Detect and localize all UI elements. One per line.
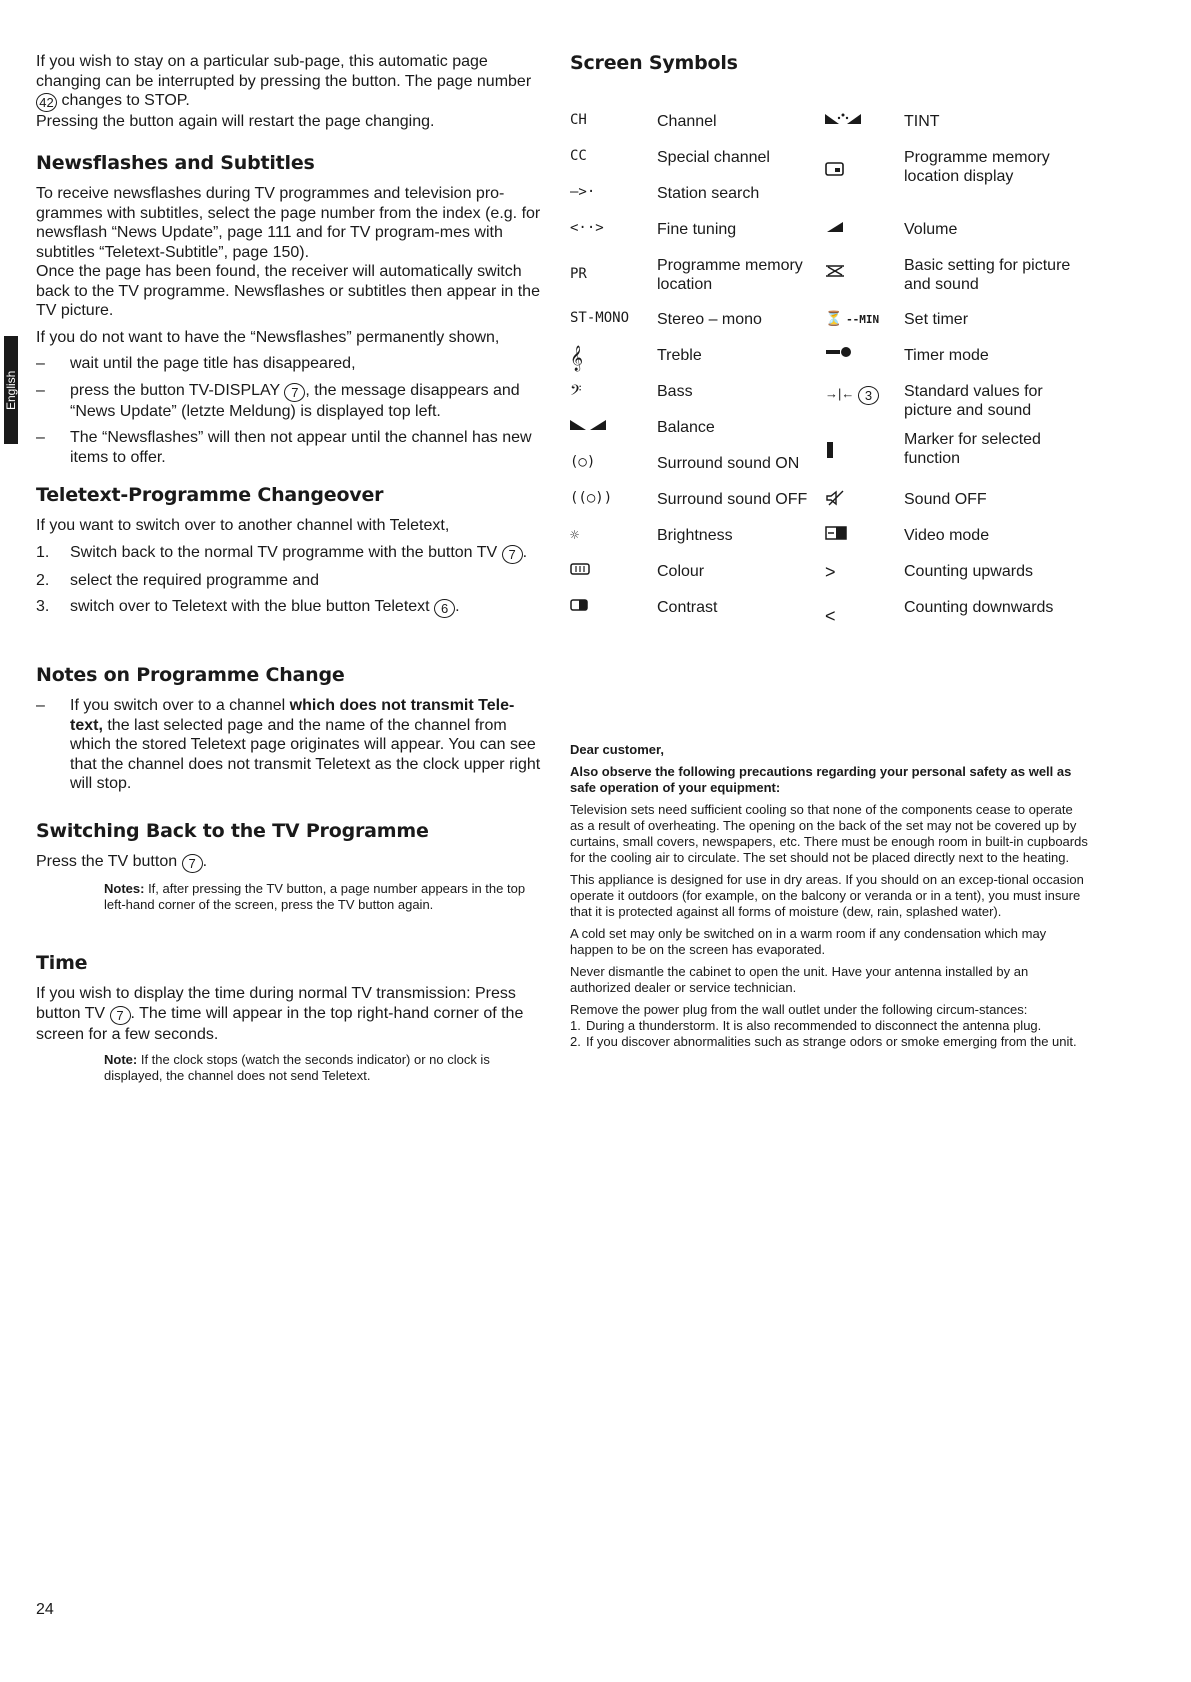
symbol-label: Marker for selected function — [904, 431, 1041, 467]
symbol-row — [570, 562, 1090, 598]
paragraph: Remove the power plug from the wall outlet under the following circum-stances: — [570, 1002, 1028, 1017]
safety-intro: Also observe the following precautions regarding your personal safety as well as safe operation of your equipment: — [570, 764, 1072, 795]
sound-off-icon — [825, 490, 895, 509]
intro-section — [36, 52, 546, 132]
symbol-label: Bass — [657, 383, 693, 400]
balance-icon — [570, 418, 650, 436]
symbol-label: TINT — [904, 113, 940, 130]
list-item: – The “Newsflashes” will then not appear until the channel has new items to offer. — [36, 428, 546, 467]
symbol-label: Stereo – mono — [657, 311, 762, 328]
list-item: 1. During a thunderstorm. It is also recommended to disconnect the antenna plug. — [570, 1018, 1042, 1033]
timer-mode-icon — [825, 346, 895, 361]
symbol-label: Station search — [657, 185, 760, 202]
symbol-code: ST-MONO — [570, 310, 630, 326]
treble-icon: 𝄞 — [570, 346, 584, 371]
symbol-row — [570, 220, 1090, 256]
page-number: 24 — [36, 1601, 54, 1618]
symbol-label: Fine tuning — [657, 221, 737, 238]
tint-icon — [825, 112, 895, 129]
switch-back-section — [36, 820, 546, 912]
symbol-row — [570, 148, 1090, 184]
counting-down-icon: < — [825, 606, 836, 626]
paragraph: Press the TV button 7 . — [36, 853, 208, 871]
contrast-icon — [570, 598, 650, 616]
dash-list — [36, 696, 546, 794]
list-item: 2. select the required programme and — [36, 571, 320, 589]
memory-location-icon — [825, 162, 895, 179]
symbol-label: Contrast — [657, 599, 718, 616]
symbol-label: Volume — [904, 221, 958, 238]
brightness-icon: ☼ — [570, 526, 580, 544]
safety-section — [570, 742, 1090, 1050]
symbol-label: Colour — [657, 563, 705, 580]
symbol-row — [570, 112, 1090, 148]
section-heading: Teletext-Programme Changeover — [36, 484, 384, 506]
volume-icon — [825, 220, 895, 237]
symbol-label: Set timer — [904, 311, 969, 328]
button-7-symbol: 7 — [502, 545, 523, 564]
symbol-row — [570, 184, 1090, 220]
paragraph: Television sets need sufficient cooling so that none of the components cease to operate as a result of overheating. The opening on the back of the set may not be covered up by curtains, small covers, newspapers, etc. There must be enough room in built-in cupboards for the cooling air to circulate. The set should not be placed directly next to the heating. — [570, 802, 1088, 865]
notes-change-section — [36, 664, 546, 801]
symbol-row — [570, 346, 1090, 382]
note: Notes: If, after pressing the TV button, a page number appears in the top left-hand corner of the screen, press the TV button again. — [104, 881, 526, 912]
note: Note: If the clock stops (watch the seconds indicator) or no clock is displayed, the channel does not send Teletext. — [104, 1052, 490, 1083]
button-42-symbol: 42 — [36, 93, 57, 112]
symbol-row — [570, 382, 1090, 418]
symbol-row — [570, 454, 1090, 490]
symbol-label: Video mode — [904, 527, 990, 544]
button-6-symbol: 6 — [434, 599, 455, 618]
symbol-label: Channel — [657, 113, 717, 130]
symbol-label: Timer mode — [904, 347, 989, 364]
set-timer-icon: ⏳ --MIN — [825, 310, 880, 326]
symbol-code: CH — [570, 112, 587, 128]
surround-off-icon: ((○)) — [570, 490, 613, 506]
symbol-label: Counting downwards — [904, 599, 1054, 616]
section-heading: Switching Back to the TV Programme — [36, 820, 429, 842]
symbol-code: PR — [570, 266, 587, 282]
paragraph: If you want to switch over to another channel with Teletext, — [36, 517, 450, 534]
symbol-label: Counting upwards — [904, 563, 1033, 580]
symbol-label: Special channel — [657, 149, 770, 166]
greeting: Dear customer, — [570, 742, 664, 757]
numbered-list — [570, 1018, 1090, 1050]
paragraph: This appliance is designed for use in dry areas. If you should on an excep-tional occasion operate it outdoors (for example, on the balcony or veranda or in a tent), you must insure that it is protected against all forms of moisture (dew, rain, splashed water). — [570, 872, 1084, 919]
symbol-row — [570, 490, 1090, 526]
button-7-symbol: 7 — [284, 383, 305, 402]
paragraph: Never dismantle the cabinet to open the unit. Have your antenna installed by an authorized dealer or service technician. — [570, 964, 1029, 995]
colour-icon — [570, 562, 650, 580]
symbol-label: Balance — [657, 419, 715, 436]
symbol-label: Standard values for picture and sound — [904, 383, 1043, 419]
screen-symbols-heading: Screen Symbols — [570, 52, 738, 74]
standard-values-icon: →|← 3 — [825, 386, 895, 405]
section-heading: Notes on Programme Change — [36, 664, 345, 686]
button-7-symbol: 7 — [182, 854, 203, 873]
list-item: 1. Switch back to the normal TV programme with the button TV 7 . — [36, 543, 528, 562]
newsflashes-section — [36, 152, 546, 474]
section-heading: Time — [36, 952, 88, 974]
symbol-label: Treble — [657, 347, 702, 364]
surround-on-icon: (○) — [570, 454, 596, 470]
counting-up-icon: > — [825, 562, 836, 582]
time-section — [36, 952, 546, 1083]
right-column — [570, 52, 1090, 1049]
symbol-row — [570, 526, 1090, 562]
paragraph: If you wish to display the time during normal TV transmission: Press button TV 7 . The time will appear in the top right-hand corner of the screen for a few seconds. — [36, 985, 524, 1043]
symbol-row — [570, 598, 1090, 634]
language-side-tab: English — [4, 336, 18, 444]
list-item: – If you switch over to a channel which does not transmit Tele-text, the last selected page and the name of the channel from which the stored Teletext page originates will appear. You can see that the channel does not transmit Teletext as the clock upper right will stop. — [36, 696, 546, 794]
symbol-label: Basic setting for picture and sound — [904, 257, 1071, 293]
numbered-list — [36, 543, 546, 619]
station-search-icon: —>· — [570, 184, 596, 200]
intro-paragraph: If you wish to stay on a particular sub-page, this automatic page changing can be interrupted by pressing the button. The page number 42 changes to STOP. Pressing the button again will restart the page changing. — [36, 53, 532, 130]
paragraph: A cold set may only be switched on in a warm room if any condensation which may happen to be on the screen has evaporated. — [570, 926, 1047, 957]
changeover-section — [36, 484, 546, 625]
button-7-symbol: 7 — [110, 1006, 131, 1025]
list-item: – wait until the page title has disappeared, — [36, 354, 546, 374]
symbol-code: CC — [570, 148, 587, 164]
symbol-label: Programme memory location — [657, 257, 803, 293]
list-item: 2. If you discover abnormalities such as strange odors or smoke emerging from the unit. — [570, 1034, 1077, 1049]
symbol-label: Surround sound OFF — [657, 491, 808, 508]
fine-tuning-icon: <··> — [570, 220, 604, 236]
symbol-label: Sound OFF — [904, 491, 987, 508]
list-item: 3. switch over to Teletext with the blue button Teletext 6 . — [36, 598, 460, 616]
symbol-row — [570, 256, 1090, 292]
paragraph: To receive newsflashes during TV programmes and television pro-grammes with subtitles, select the page number from the index (e.g. for newsflash “News Update”, page 111 and for TV program-mes with subtitles “Teletext-Subtitle”, page 150). — [36, 185, 541, 261]
section-heading: Newsflashes and Subtitles — [36, 152, 315, 174]
symbol-label: Programme memory location display — [904, 149, 1050, 185]
paragraph: Once the page has been found, the receiver will automatically switch back to the TV programme. Newsflashes or subtitles then appear in the TV picture. — [36, 263, 540, 319]
video-mode-icon — [825, 526, 895, 543]
dash-list — [36, 354, 546, 467]
symbol-label: Surround sound ON — [657, 455, 800, 472]
list-item: – press the button TV-DISPLAY 7 , the message disappears and “News Update” (letzte Meldung) is displayed top left. — [36, 381, 546, 422]
symbol-label: Brightness — [657, 527, 733, 544]
bass-icon: 𝄢 — [570, 382, 582, 403]
paragraph: If you do not want to have the “Newsflashes” permanently shown, — [36, 328, 500, 346]
symbol-row — [570, 310, 1090, 346]
basic-setting-icon — [825, 264, 895, 281]
